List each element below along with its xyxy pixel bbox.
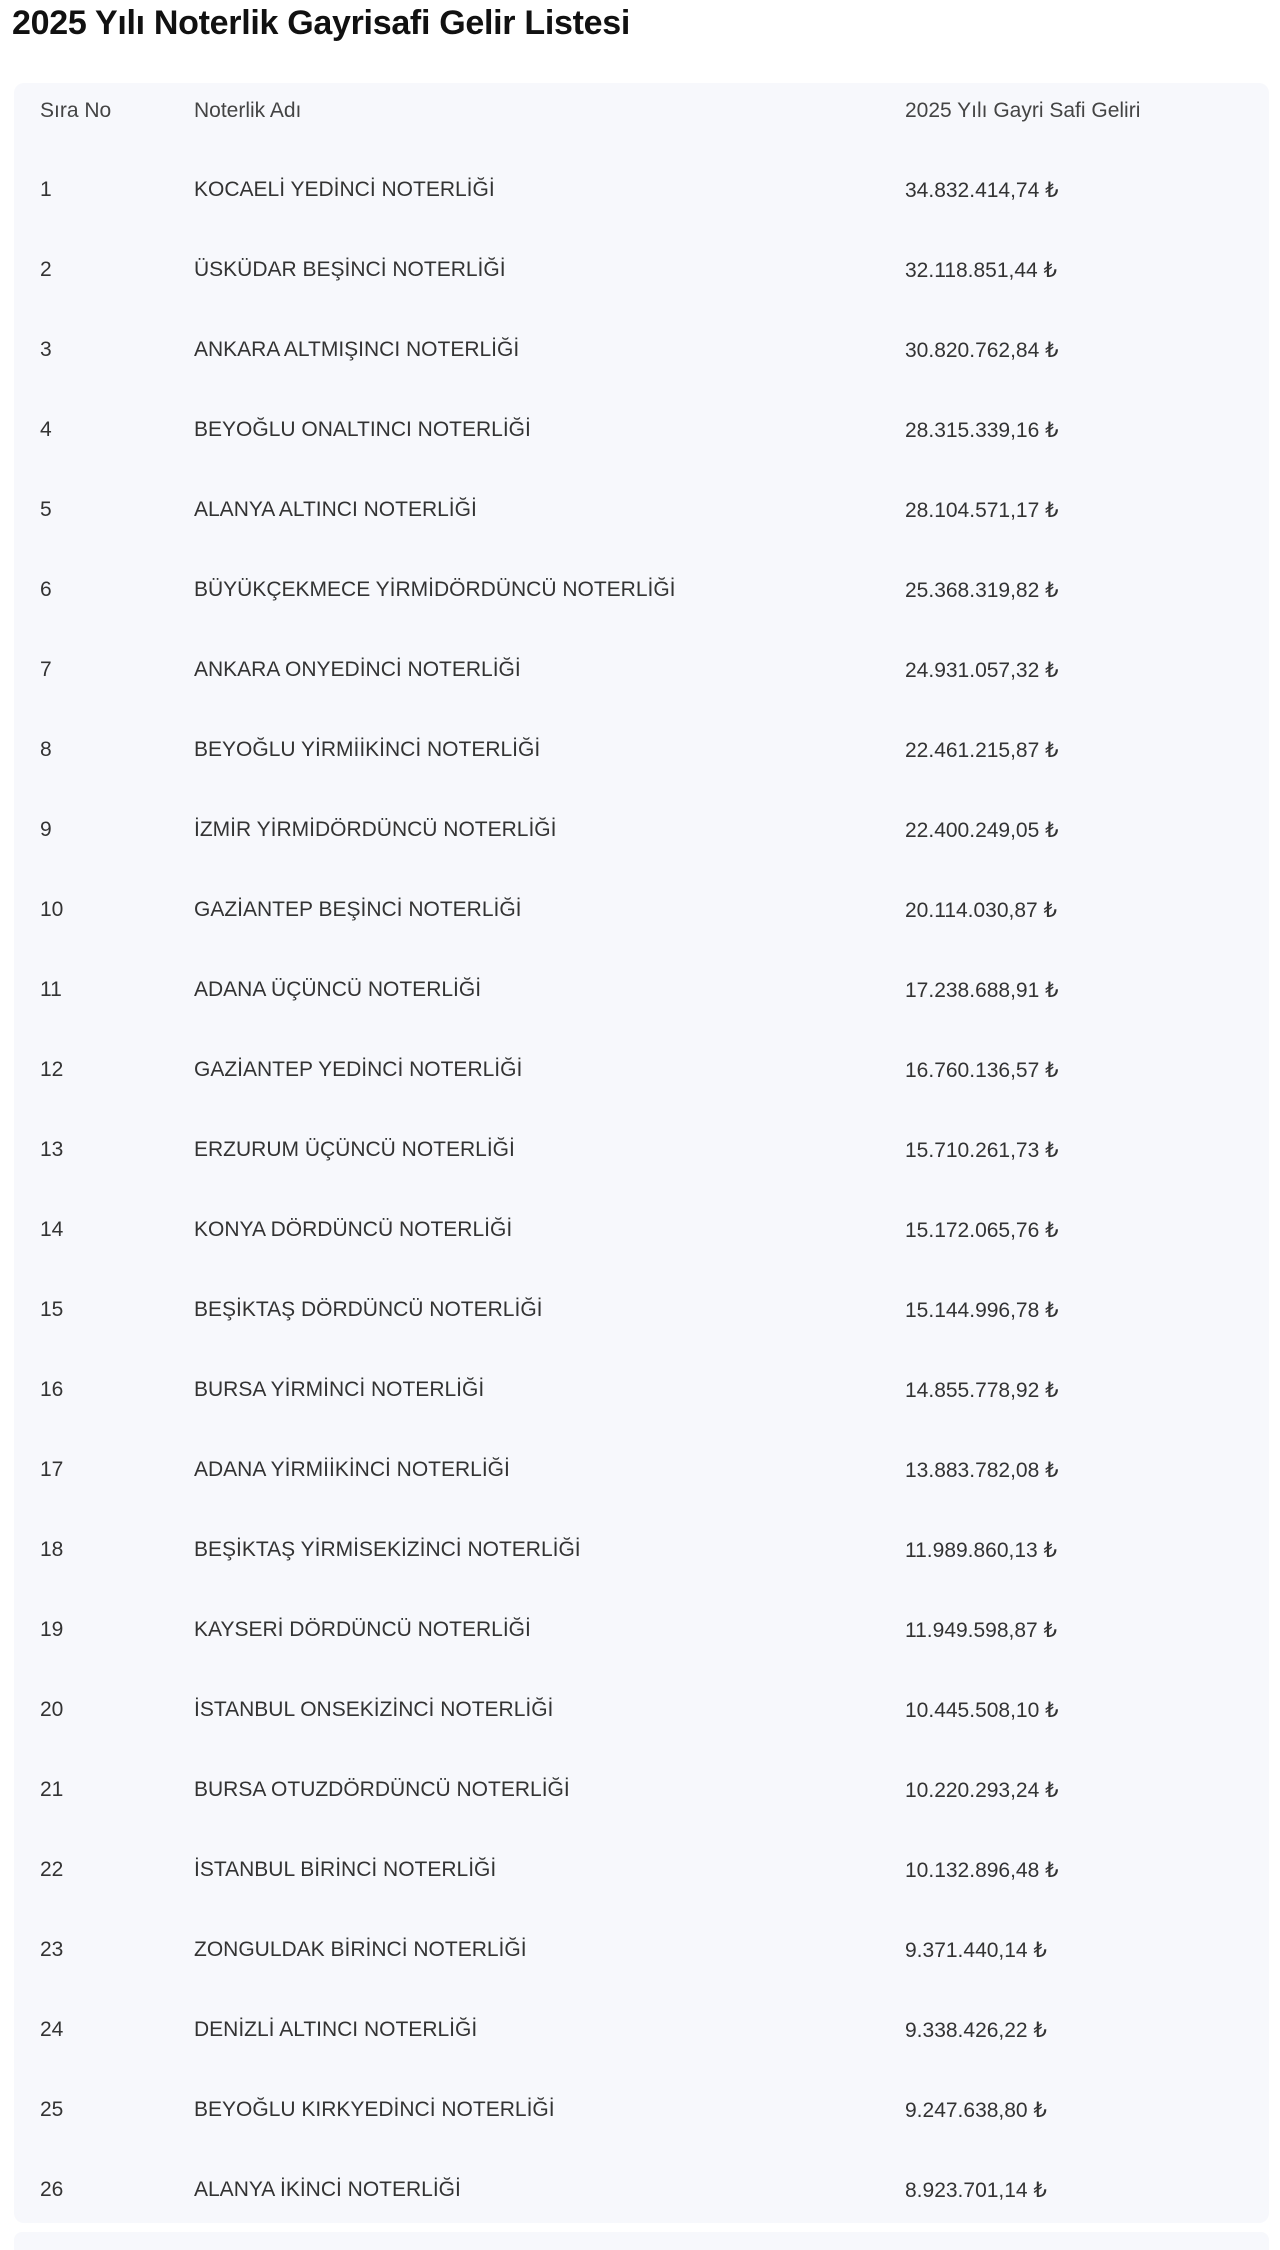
notary-name-cell: ALANYA ALTINCI NOTERLİĞİ bbox=[194, 498, 477, 521]
notary-name-cell: BEŞİKTAŞ YİRMİSEKİZİNCİ NOTERLİĞİ bbox=[194, 1538, 581, 1561]
header-rank: Sıra No bbox=[40, 99, 112, 122]
rank-cell: 19 bbox=[40, 1618, 64, 1641]
gross-income-cell: 30.820.762,84 ₺ bbox=[905, 338, 1059, 362]
gross-income-cell: 24.931.057,32 ₺ bbox=[905, 658, 1059, 682]
gross-income-cell: 10.220.293,24 ₺ bbox=[905, 1778, 1059, 1802]
notary-name-cell: KONYA DÖRDÜNCÜ NOTERLİĞİ bbox=[194, 1218, 513, 1241]
gross-income-cell: 17.238.688,91 ₺ bbox=[905, 978, 1059, 1002]
notary-name-cell: İZMİR YİRMİDÖRDÜNCÜ NOTERLİĞİ bbox=[194, 818, 557, 841]
gross-income-cell: 16.760.136,57 ₺ bbox=[905, 1058, 1059, 1082]
rank-cell: 16 bbox=[40, 1378, 64, 1401]
gross-income-cell: 9.338.426,22 ₺ bbox=[905, 2018, 1047, 2042]
table-row bbox=[14, 950, 1269, 1030]
header-notary-name: Noterlik Adı bbox=[194, 99, 302, 122]
table-row bbox=[14, 2150, 1269, 2230]
table-row bbox=[14, 630, 1269, 710]
table-row bbox=[14, 1350, 1269, 1430]
notary-name-cell: GAZİANTEP BEŞİNCİ NOTERLİĞİ bbox=[194, 898, 522, 921]
gross-income-cell: 9.247.638,80 ₺ bbox=[905, 2098, 1047, 2122]
gross-income-cell: 10.445.508,10 ₺ bbox=[905, 1698, 1059, 1722]
table-row bbox=[14, 550, 1269, 630]
table-row bbox=[14, 1830, 1269, 1910]
notary-name-cell: BURSA YİRMİNCİ NOTERLİĞİ bbox=[194, 1378, 485, 1401]
rank-cell: 11 bbox=[40, 978, 62, 1001]
notary-name-cell: BÜYÜKÇEKMECE YİRMİDÖRDÜNCÜ NOTERLİĞİ bbox=[194, 578, 676, 601]
table-row bbox=[14, 1910, 1269, 1990]
notary-name-cell: BEYOĞLU YİRMİİKİNCİ NOTERLİĞİ bbox=[194, 738, 541, 761]
rank-cell: 10 bbox=[40, 898, 64, 921]
gross-income-cell: 22.400.249,05 ₺ bbox=[905, 818, 1059, 842]
gross-income-cell: 28.104.571,17 ₺ bbox=[905, 498, 1059, 522]
rank-cell: 7 bbox=[40, 658, 52, 681]
table-row bbox=[14, 790, 1269, 870]
table-row bbox=[14, 2070, 1269, 2150]
table-row bbox=[14, 310, 1269, 390]
table-row bbox=[14, 1110, 1269, 1190]
gross-income-cell: 15.710.261,73 ₺ bbox=[905, 1138, 1059, 1162]
notary-name-cell: ANKARA ONYEDİNCİ NOTERLİĞİ bbox=[194, 658, 521, 681]
notary-name-cell: ADANA ÜÇÜNCÜ NOTERLİĞİ bbox=[194, 978, 482, 1001]
table-row bbox=[14, 870, 1269, 950]
rank-cell: 13 bbox=[40, 1138, 64, 1161]
notary-name-cell: İSTANBUL ONSEKİZİNCİ NOTERLİĞİ bbox=[194, 1698, 554, 1721]
gross-income-cell: 8.923.701,14 ₺ bbox=[905, 2178, 1047, 2202]
rank-cell: 24 bbox=[40, 2018, 64, 2041]
table-row bbox=[14, 1990, 1269, 2070]
rank-cell: 25 bbox=[40, 2098, 64, 2121]
table-row bbox=[14, 1190, 1269, 1270]
rank-cell: 18 bbox=[40, 1538, 64, 1561]
notary-name-cell: ADANA YİRMİİKİNCİ NOTERLİĞİ bbox=[194, 1458, 510, 1481]
table-row bbox=[14, 1750, 1269, 1830]
table-row bbox=[14, 1510, 1269, 1590]
rank-cell: 5 bbox=[40, 498, 52, 521]
notary-name-cell: KOCAELİ YEDİNCİ NOTERLİĞİ bbox=[194, 178, 495, 201]
table-row bbox=[14, 470, 1269, 550]
rank-cell: 1 bbox=[40, 178, 52, 201]
rank-cell: 26 bbox=[40, 2178, 64, 2201]
page-title: 2025 Yılı Noterlik Gayrisafi Gelir Listesi bbox=[12, 4, 630, 42]
notary-name-cell: ALANYA İKİNCİ NOTERLİĞİ bbox=[194, 2178, 461, 2201]
rank-cell: 15 bbox=[40, 1298, 64, 1321]
table-header-row bbox=[14, 83, 1269, 139]
gross-income-cell: 13.883.782,08 ₺ bbox=[905, 1458, 1059, 1482]
gross-income-cell: 15.144.996,78 ₺ bbox=[905, 1298, 1059, 1322]
table-row bbox=[14, 230, 1269, 310]
gross-income-cell: 25.368.319,82 ₺ bbox=[905, 578, 1059, 602]
table-row bbox=[14, 1430, 1269, 1510]
table-row bbox=[14, 390, 1269, 470]
gross-income-cell: 9.371.440,14 ₺ bbox=[905, 1938, 1047, 1962]
rank-cell: 12 bbox=[40, 1058, 64, 1081]
rank-cell: 20 bbox=[40, 1698, 64, 1721]
table-row bbox=[14, 710, 1269, 790]
rank-cell: 17 bbox=[40, 1458, 64, 1481]
notary-name-cell: KAYSERİ DÖRDÜNCÜ NOTERLİĞİ bbox=[194, 1618, 531, 1641]
notary-name-cell: GAZİANTEP YEDİNCİ NOTERLİĞİ bbox=[194, 1058, 523, 1081]
notary-name-cell: İSTANBUL BİRİNCİ NOTERLİĞİ bbox=[194, 1858, 497, 1881]
notary-name-cell: DENİZLİ ALTINCI NOTERLİĞİ bbox=[194, 2018, 478, 2041]
table-row bbox=[14, 1030, 1269, 1110]
rank-cell: 2 bbox=[40, 258, 52, 281]
gross-income-cell: 11.949.598,87 ₺ bbox=[905, 1618, 1057, 1642]
notary-name-cell: ÜSKÜDAR BEŞİNCİ NOTERLİĞİ bbox=[194, 258, 506, 281]
rank-cell: 22 bbox=[40, 1858, 64, 1881]
next-section-strip bbox=[14, 2232, 1269, 2250]
table-row bbox=[14, 1670, 1269, 1750]
notary-name-cell: ANKARA ALTMIŞINCI NOTERLİĞİ bbox=[194, 338, 520, 361]
rank-cell: 4 bbox=[40, 418, 52, 441]
table-row bbox=[14, 1590, 1269, 1670]
gross-income-cell: 22.461.215,87 ₺ bbox=[905, 738, 1059, 762]
notary-name-cell: ZONGULDAK BİRİNCİ NOTERLİĞİ bbox=[194, 1938, 527, 1961]
rank-cell: 8 bbox=[40, 738, 52, 761]
rank-cell: 9 bbox=[40, 818, 52, 841]
notary-name-cell: BEŞİKTAŞ DÖRDÜNCÜ NOTERLİĞİ bbox=[194, 1298, 543, 1321]
notary-name-cell: BEYOĞLU KIRKYEDİNCİ NOTERLİĞİ bbox=[194, 2098, 555, 2121]
gross-income-cell: 10.132.896,48 ₺ bbox=[905, 1858, 1059, 1882]
income-table bbox=[14, 83, 1269, 2223]
gross-income-cell: 11.989.860,13 ₺ bbox=[905, 1538, 1057, 1562]
rank-cell: 6 bbox=[40, 578, 52, 601]
gross-income-cell: 28.315.339,16 ₺ bbox=[905, 418, 1059, 442]
gross-income-cell: 20.114.030,87 ₺ bbox=[905, 898, 1057, 922]
rank-cell: 3 bbox=[40, 338, 52, 361]
gross-income-cell: 34.832.414,74 ₺ bbox=[905, 178, 1059, 202]
table-row bbox=[14, 1270, 1269, 1350]
gross-income-cell: 15.172.065,76 ₺ bbox=[905, 1218, 1059, 1242]
notary-name-cell: BURSA OTUZDÖRDÜNCÜ NOTERLİĞİ bbox=[194, 1778, 570, 1801]
table-row bbox=[14, 150, 1269, 230]
notary-name-cell: ERZURUM ÜÇÜNCÜ NOTERLİĞİ bbox=[194, 1138, 515, 1161]
header-gross-income: 2025 Yılı Gayri Safi Geliri bbox=[905, 99, 1141, 122]
notary-name-cell: BEYOĞLU ONALTINCI NOTERLİĞİ bbox=[194, 418, 531, 441]
rank-cell: 14 bbox=[40, 1218, 64, 1241]
gross-income-cell: 14.855.778,92 ₺ bbox=[905, 1378, 1059, 1402]
gross-income-cell: 32.118.851,44 ₺ bbox=[905, 258, 1057, 282]
rank-cell: 21 bbox=[40, 1778, 64, 1801]
rank-cell: 23 bbox=[40, 1938, 64, 1961]
